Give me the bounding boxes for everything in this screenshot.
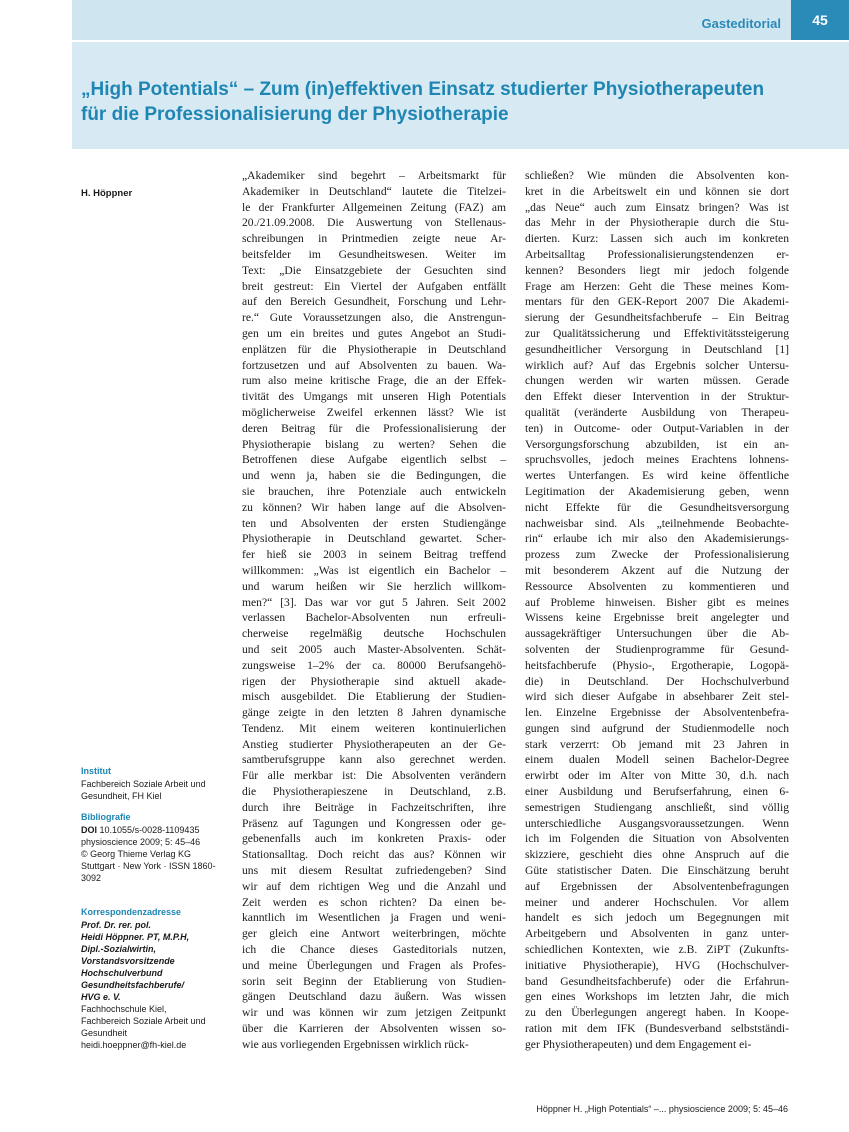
body-text-line: das Mehr in der Physiotherapie durch die Stu- (525, 216, 789, 230)
body-text-line: Stationsalltag. Doch reicht das aus? Können wir (242, 848, 506, 862)
korrespondenz-heading: Korrespondenzadresse (81, 907, 182, 917)
body-text-line: Akademiker in Deutschland“ lautete die Titelzei- (242, 184, 506, 198)
body-text-line: Frage am Herzen: Geht die These meines Kom- (525, 279, 789, 293)
body-text-line: re.“ Gute Voraussetzungen also, die Anstrengun- (242, 311, 506, 325)
body-text-line: 20./21.09.2008. Die Auswertung von Stellenaus- (242, 216, 506, 230)
author-name: H. Höppner (81, 188, 133, 199)
body-text-line: rin“ erlaube ich mir also den Akademisierungs- (525, 532, 789, 546)
body-text-line: semestrigen Studiengang anschließt, sind völlig (525, 800, 789, 814)
body-text-line: Güte statistischer Daten. Die Einschätzung beruht (525, 864, 789, 878)
body-text-line: ger Physiotherapeuten) und dem Engagement ei- (525, 1037, 752, 1051)
body-text-line: Text: „Die Einsatzgebiete der Gesuchten sind (242, 263, 506, 277)
body-text-line: sierung der Gesundheitsfachberufe – Ein Beitrag (525, 311, 789, 325)
doi-value: 10.1055/s-0028-1109435 (99, 825, 200, 835)
body-text-line: zur Qualitätssicherung und Effektivitätssteigerung (525, 326, 789, 340)
korr-name-line: Heidi Höppner. PT, M.P.H, (81, 932, 190, 942)
body-text-line: aussagekräftiger Untersuchungen über die Ab- (525, 627, 789, 641)
body-text-line: erwirbt oder im Alter von Mitte 30, d.h. nach (525, 769, 789, 783)
body-text-line: wir auf dem richtigen Weg und die Anzahl und (242, 879, 506, 893)
korr-name-line: Vorstandsvorsitzende (81, 956, 175, 966)
body-text-line: sie brauchen, ihre Potenziale auch entwickeln (242, 484, 506, 498)
body-text-line: Tendenz. Mit einem weiteren kontinuierlichen (242, 721, 506, 735)
body-text-line: gesundheitlicher Versorgung in Deutschland [1] (525, 342, 789, 356)
body-text-line: wirklich auf? Auf das Ergebnis solcher Untersu- (525, 358, 789, 372)
body-text-line: Ressource Absolventen zu kommentieren und (525, 579, 789, 593)
body-text-line: meiner und anderer Hochschulen. Vor allem (525, 895, 789, 909)
body-text-line: Anstieg studierter Physiotherapeuten an der Ge- (242, 737, 506, 751)
body-text-line: le der Frankfurter Allgemeinen Zeitung (FAZ) am (242, 200, 506, 214)
body-text-line: kennen? Besonders liegt mir jedoch folgende (525, 263, 789, 277)
body-text-line: wird sich dieser Aufgabe in absehbarer Zeit stel- (525, 690, 789, 704)
body-text-line: nicht Effekte für die Gesundheitsversorgung (525, 500, 789, 514)
body-text-line: beitsfelder im Gesundheitswesen. Weiter im (242, 247, 506, 261)
body-text-line: men?“ [3]. Das war vor gut 5 Jahren. Seit 2002 (242, 595, 506, 609)
biblio-line: © Georg Thieme Verlag KG (81, 849, 192, 859)
body-text-line: band Gesundheitsfachberufe) oder die Erfahrun- (525, 974, 789, 988)
body-text-line: ten und Absolventen der ersten Studiengänge (242, 516, 506, 530)
body-text-line: stark verzerrt: Ob jemand mit 23 Jahren in (525, 737, 789, 751)
body-text-line: Arbeitsalltag Professionalisierungstendenzen er- (525, 247, 789, 261)
body-text-line: Wissens keine Ergebnisse breit angelegter und (525, 611, 789, 625)
korr-name-line: Hochschulverbund (81, 968, 163, 978)
body-text-line: durch ihre Beiträge in Fachzeitschriften, ihre (242, 800, 506, 814)
body-text-line: enplätzen für die Physiotherapie in Deutschland (242, 342, 506, 356)
body-text-line: über die Karrieren der Absolventen wissen so- (242, 1022, 506, 1036)
body-text-line: und wenn ja, haben sie die Bedingungen, die (242, 469, 506, 483)
body-text-line: nachweisbar sind. Als „teilnehmende Beobachte- (525, 516, 789, 530)
body-text-line: verlassen Bachelor-Absolventen nun erfreuli- (242, 611, 506, 625)
body-text-line: spruchsvolles, jedoch meines Erachtens lohnens- (525, 453, 789, 467)
doi-label: DOI (81, 825, 98, 835)
body-text-line: solventen der Studienprogramme für Gesund- (525, 642, 789, 656)
section-label: Gasteditorial (701, 16, 781, 31)
body-text-line: ich im Folgenden die Situation von Absolventen (525, 832, 789, 846)
body-text-line: schreibungen in Printmedien zeigte neue Ar- (242, 232, 506, 246)
korr-address-line: Fachhochschule Kiel, (81, 1004, 167, 1014)
body-text-line: fer hieß sie 2003 in seinem Beitrag treffend (242, 548, 506, 562)
body-text-line: auf Ergebnissen der Absolventenbefragungen (525, 879, 789, 893)
body-text-line: die Physiotherapieszene in Deutschland, z.B. (242, 785, 506, 799)
body-text-line: ration mit dem IFK (Bundesverband selbstständi- (525, 1022, 789, 1036)
bibliografie-block (81, 811, 231, 884)
body-text-line: ger gleich eine Antwort weiterbringen, möchte (242, 927, 506, 941)
body-text-line: breit gestreut: Ein Viertel der Aufgaben entfällt (242, 279, 506, 293)
body-text-line: rigen der Physiotherapie sind aktuell akade- (242, 674, 506, 688)
institut-heading: Institut (81, 766, 111, 776)
body-text-line: ten) in Outcome- oder Output-Variablen in der (525, 421, 789, 435)
korr-name-line: Gesundheitsfachberufe/ (81, 980, 185, 990)
body-text-line: uns mit diesem Resultat zufriedengeben? Sind (242, 864, 506, 878)
title-line-2: für die Professionalisierung der Physiotherapie (81, 104, 509, 125)
body-text-line: chungen werden wir warten müssen. Gerade (525, 374, 789, 388)
body-column-1 (242, 168, 506, 1053)
body-text-line: skizziere, geschieht dies ohne Anspruch auf die (525, 848, 789, 862)
title-line-1: „High Potentials“ – Zum (in)effektiven Einsatz studierter Physiotherapeuten (81, 79, 765, 100)
korr-address-line: Fachbereich Soziale Arbeit und (81, 1016, 206, 1026)
body-text-line: prozess zum Zwecke der Professionalisierung (525, 548, 789, 562)
bibliografie-heading: Bibliografie (81, 812, 131, 822)
korr-name-line: Prof. Dr. rer. pol. (81, 920, 152, 930)
body-text-line: unterschiedliche Ausgangsvoraussetzungen. Wenn (525, 816, 789, 830)
body-text-line: „das Neue“ auch zum Einsatz bringen? Was ist (525, 200, 789, 214)
biblio-line: physioscience 2009; 5: 45–46 (81, 837, 201, 847)
korr-email[interactable]: heidi.hoeppner@fh-kiel.de (81, 1040, 187, 1050)
body-text-line: wie aus vorliegenden Ergebnissen wirklich rück- (242, 1037, 469, 1051)
korrespondenz-block (81, 906, 231, 1051)
body-text-line: auf Probleme hinweisen. Bisher gibt es meines (525, 595, 789, 609)
body-text-line: fortzusetzen und auf Absolventen zu bauen. Wa- (242, 358, 506, 372)
body-text-line: Legitimation der Akademisierung geben, wenn (525, 484, 789, 498)
body-text-line: gängen Deutschland dazu äußern. Was wissen (242, 990, 506, 1004)
institut-block (81, 765, 231, 802)
body-text-line: einem dualen Modell seinen Bachelor-Degree (525, 753, 789, 767)
body-text-line: Physiotherapie in Deutschland gewartet. Scher- (242, 532, 506, 546)
body-text-line: qualität (veränderte Ausbildung von Therapeu- (525, 405, 789, 419)
biblio-line: Stuttgart · New York · ISSN 1860- (81, 861, 216, 871)
body-text-line: „Akademiker sind begehrt – Arbeitsmarkt für (242, 169, 506, 182)
body-text-line: len. Einzelne Ergebnisse der Absolventenbefra- (525, 706, 789, 720)
body-text-line: samtberufsgruppe kann also gerechnet werden. (242, 753, 506, 767)
body-text-line: auf den Bereich Gesundheit, Forschung und Lehr- (242, 295, 506, 309)
body-text-line: zungsweise 1–2% der ca. 80000 Berufsangehö- (242, 658, 506, 672)
body-text-line: den Effekt dieser Intervention in der Struktur- (525, 390, 789, 404)
body-text-line: Für alle merkbar ist: Die Absolventen verändern (242, 769, 506, 783)
body-text-line: Betroffenen diese Aufgabe eigentlich selbst – (242, 453, 506, 467)
korr-name-line: Dipl.-Sozialwirtin, (81, 944, 157, 954)
body-text-line: Präsenz auf Tagungen und Kongressen oder ge- (242, 816, 506, 830)
body-text-line: schließen? Wie münden die Absolventen kon- (525, 169, 789, 182)
biblio-line: 3092 (81, 873, 102, 883)
page-number: 45 (791, 0, 849, 40)
body-text-line: wertes Unterfangen. Es wird keine öffentliche (525, 469, 789, 483)
body-text-line: gen eines Workshops im letzten Jahr, die mich (525, 990, 789, 1004)
body-text-line: Versorgungsforschung abzubilden, ist ein an- (525, 437, 789, 451)
article-title (81, 77, 821, 127)
body-text-line: misch ausgebildet. Die Etablierung der Studien- (242, 690, 506, 704)
doi-line (81, 824, 231, 836)
body-text-line: schiedlichen Kontexten, wie z.B. ZiPT (Zukunfts- (525, 943, 789, 957)
body-text-line: initiative Physiotherapie), HVG (Hochschulver- (525, 958, 789, 972)
body-text-line: mit besonderem Akzent auf die Nutzung der (525, 563, 789, 577)
body-text-line: Zeit werden es schon richten? Da einen be- (242, 895, 506, 909)
body-text-line: kanntlich im Wesentlichen ja Fragen und weni- (242, 911, 506, 925)
body-text-line: handelt es sich jedoch um Begegnungen mit (525, 911, 789, 925)
body-text-line: cherweise regelmäßig deutsche Hochschulen (242, 627, 506, 641)
body-text-line: möglicherweise Zweifel erkennen lässt? Wie ist (242, 405, 506, 419)
body-text-line: dierten. Kurz: Lassen sich auch im konkreten (525, 232, 789, 246)
body-text-line: wir und was können wir zum jetzigen Zeitpunkt (242, 1006, 506, 1020)
body-column-2 (525, 168, 789, 1053)
body-text-line: Physiotherapie bislang zu werten? Sehen die (242, 437, 506, 451)
body-text-line: heitsfachberufe (Physio-, Ergotherapie, Logopä- (525, 658, 789, 672)
body-text-line: gänge zeigte in den letzten 8 Jahren dynamische (242, 706, 506, 720)
body-text-line: sorin seit Beginn der Etablierung von Studien- (242, 974, 506, 988)
body-text-line: gebenenfalls auch im konkreten Praxis- oder (242, 832, 506, 846)
body-text-line: gen um ein breites und gutes Angebot an Studi- (242, 326, 506, 340)
body-text-line: deren Beitrag für die Professionalisierung der (242, 421, 506, 435)
body-text-line: die) in Deutschland. Der Hochschulverbund (525, 674, 789, 688)
body-text-line: ich die Chance dieses Gasteditorials nutzen, (242, 943, 506, 957)
body-text-line: zu den Überlegungen angeregt haben. In Koope- (525, 1006, 789, 1020)
body-text-line: und seit 2005 auch Master-Absolventen. Schät- (242, 642, 506, 656)
body-text-line: tivität des Umgangs mit unseren High Potentials (242, 390, 506, 404)
institut-line: Fachbereich Soziale Arbeit und (81, 779, 206, 789)
body-text-line: und warum heißen wir Sie herzlich willkom- (242, 579, 506, 593)
body-text-line: Arbeitgebern und Absolventen in ganz unter- (525, 927, 789, 941)
body-text-line: gungen sind aufgrund der Studienmodelle noch (525, 721, 789, 735)
institut-line: Gesundheit, FH Kiel (81, 791, 162, 801)
korr-name-line: HVG e. V. (81, 992, 121, 1002)
footer-citation: Höppner H. „High Potentials“ –... physioscience 2009; 5: 45–46 (536, 1104, 788, 1114)
body-text-line: und meine Überlegungen und Fragen als Profes- (242, 958, 506, 972)
body-text-line: kret in die Arbeitswelt ein und können sie dort (525, 184, 789, 198)
korr-address-line: Gesundheit (81, 1028, 128, 1038)
body-text-line: zu können? Wir haben lange auf die Absolven- (242, 500, 506, 514)
body-text-line: rum also meine kritische Frage, die an der Effek- (242, 374, 506, 388)
body-text-line: willkommen: „Was ist eigentlich ein Bachelor – (242, 563, 506, 577)
body-text-line: mentars für den GEK-Report 2007 Die Akademi- (525, 295, 789, 309)
body-text-line: einer Ausbildung und Berufserfahrung, einen 6- (525, 785, 789, 799)
